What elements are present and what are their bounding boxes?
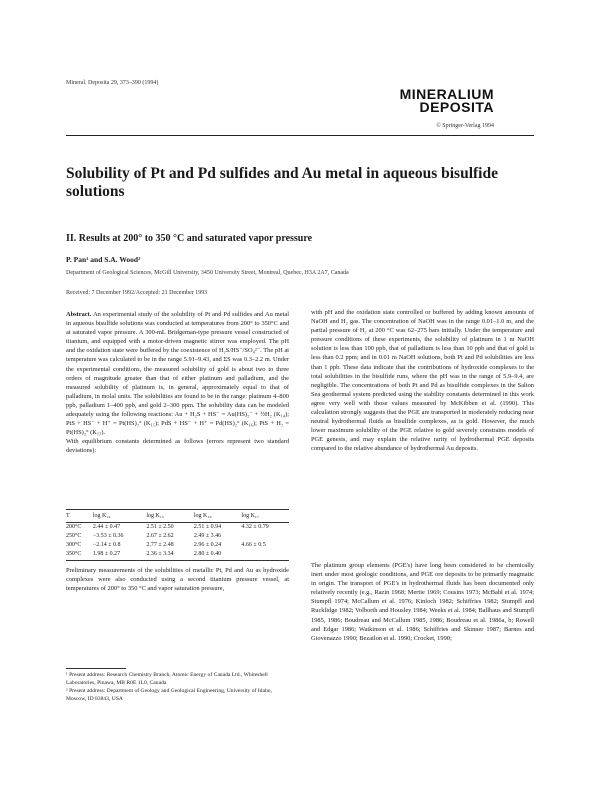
table-header: log K₁₄ [93, 512, 146, 523]
author-affiliation: Department of Geological Sciences, McGill University, 3450 University Street, Montreal, Quebec, H3A 2A7, Canada [66, 270, 349, 276]
table-cell: 4.66 ± 0.5 [241, 542, 266, 548]
table-row [66, 523, 289, 533]
equilibrium-constants-table [66, 512, 289, 559]
table-cell: 2.80 ± 0.40 [193, 551, 222, 557]
table-cell: 250°C [66, 533, 82, 539]
table-cell: 2.36 ± 3.34 [146, 551, 174, 557]
table-cell: 2.44 ± 0.47 [92, 524, 121, 530]
table-cell: 2.51 ± 0.94 [193, 524, 222, 530]
table-row [66, 541, 289, 550]
abstract [66, 310, 289, 456]
table-cell: 1.98 ± 0.27 [92, 551, 121, 557]
article-authors: P. Pan¹ and S.A. Wood² [66, 255, 141, 264]
table-cell: −2.14 ± 0.8 [92, 542, 121, 548]
table-cell: 2.67 ± 2.62 [146, 533, 174, 539]
table-top-rule [66, 509, 289, 510]
table-cell: 2.49 ± 3.46 [193, 533, 222, 539]
abstract-after-text: With equilibrium constants determined as follows (errors represent two standard deviations): [66, 438, 289, 455]
table-cell: 4.32 ± 0.79 [241, 524, 269, 530]
table-header: log K₁₅ [146, 512, 194, 523]
table-cell: 2.51 ± 2.50 [146, 524, 174, 530]
table-cell: 300°C [66, 542, 82, 548]
table-cell: −3.53 ± 0.36 [92, 533, 124, 539]
article-subtitle: II. Results at 200° to 350 °C and saturated vapor pressure [66, 233, 313, 244]
table-header: T [66, 512, 93, 523]
table-bottom-rule [66, 560, 289, 561]
table-cell: 200°C [66, 524, 82, 530]
abstract-label: Abstract. [66, 311, 92, 318]
journal-citation: Mineral. Deposita 29, 373–390 (1994) [66, 80, 159, 86]
body-text-left: Preliminary measurements of the solubilities of metallic Pt, Pd and Au as hydroxide complexes were also conducted using a second titanium pressure vessel, at temperatures of 200° to 350 °C and vapor saturation pressure, [66, 567, 289, 593]
introduction-text: The platinum group elements (PGE's) have long been considered to be chemically inert under most geologic conditions, and PGE ore deposits to be primarily magmatic in origin. The transport of PGE's in hydrothermal fluids has been documented only relatively recently (e.g., Razin 1968; Mertie 1969; Cousins 1973; McBahl et al. 1974; Stumpfl 1974; McCallum et al. 1976; Kinloch 1982; Schiffries 1982; Stumpfl and Rucklidge 1982; Volborth and Housley 1984; Weeks et al. 1984; Ballhaus and Stumpfl 1985, 1986; Boudreau and McCallum 1985, 1986; Boudreau et al. 1986a, b; Rowell and Edgar 1986; Watkinson et al. 1986; Schiffries and Skinner 1987; Barnes and Giovenazzo 1990; Bezailon et al. 1990; Crocket, 1990; [311, 562, 534, 642]
journal-logo [400, 88, 494, 114]
logo-line-1: MINERALIUM [399, 86, 494, 102]
abstract-text: An experimental study of the solubility of Pt and Pd sulfides and Au metal in aqueous bisulfide solutions was conducted at temperatures from 200° to 350°C and at saturated vapor pressure. A 300-mL Bridgeman-type pressure vessel constructed of titanium, and equipped with a motor-driven magnetic stirrer was employed. The pH and the oxidation state were buffered by the coexistence of H₂S/HS⁻/SO₄²⁻. The pH at temperature was calculated to be in the range 5.91–9.43, and ΣS was 0.3–2.2 m. Under the experimental conditions, the measured solubility of gold is about two to three orders of magnitude greater than that of either platinum and palladium, and the measured solubility of platinum is, in general, approximately equal to that of palladium, in molal units. The solubilities are found to be in the range: platinum 4–800 ppb, palladium 1–400 ppb, and gold 2–300 ppm. The solubility data can be modeled adequately using the following reactions: Au + H₂S + HS⁻ = Au(HS)₂⁻ + ½H₂ (K₁₄); PtS + HS⁻ + H⁺ = Pt(HS)₂° (K₁₅); PdS + HS⁻ + H⁺ = Pd(HS)₂° (K₁₆); PtS + H₂ = Pt(HS)₂° (K₁₇). [66, 311, 289, 437]
copyright-notice: © Springer-Verlag 1994 [436, 123, 494, 129]
table-cell [241, 550, 289, 559]
table-cell: 350°C [66, 551, 82, 557]
logo-line-2: DEPOSITA [419, 99, 494, 115]
table-header: log K₁₆ [194, 512, 242, 523]
table-row [66, 532, 289, 541]
body-text-right-1: with pH and the oxidation state controlled or buffered by adding known amounts of NaOH and H₂ gas. The concentration of NaOH was in the range 0.01–1.0 m, and the partial pressure of H₂ at 200 °C was 62–275 bars initially. Under the temperature and pressure conditions of these experiments, the solubility of platinum in 1 m NaOH solution is less than 100 ppb, that of palladium is less than 10 ppb and that of gold is less than 0.2 ppm; and in 0.01 m NaOH solutions, both Pt and Pd solubilities are less than 1 ppb. These data indicate that the contributions of hydroxide complexes to the total solubilities in the bisulfide runs, where the pH was in the range of 5.9–9.4, are negligible. The concentrations of both Pt and Pd as bisulfide complexes in the Salton Sea geothermal system predicted using the stability constants determined in this work agree very well with those values measured by McKibben et al. (1990). This calculation strongly suggests that the PGE are transported in moderately reducing near neutral hydrothermal fluids as bisulfide complexes, as is gold. However, the much lower maximum solubility of the PGE relative to gold severely constrains models of PGE genesis, and may explain the relative rarity of hydrothermal PGE deposits compared to the relative abundance of hydrothermal Au deposits. [311, 309, 534, 453]
footnotes [66, 672, 289, 704]
table-row [66, 550, 289, 559]
footnote-1: ¹ Present address: Research Chemistry Branch, Atomic Energy of Canada Ltd., Whiteshell Laboratories, Pinawa, MB R0E 1L0, Canada [66, 672, 268, 686]
table-cell: 2.96 ± 0.24 [193, 542, 222, 548]
footnote-divider [66, 668, 126, 669]
received-dates: Received: 7 December 1992/Accepted: 21 December 1993 [66, 290, 208, 296]
table-cell: 2.77 ± 2.48 [146, 542, 174, 548]
header-divider [66, 135, 534, 136]
footnote-2: ² Present address: Department of Geology and Geological Engineering, University of Idaho, Moscow, ID 83843, USA [66, 688, 272, 702]
table-header-row [66, 512, 289, 523]
table-header: log K₁₇ [241, 512, 289, 523]
table-cell [241, 532, 289, 541]
article-title: Solubility of Pt and Pd sulfides and Au metal in aqueous bisulfide solutions [66, 165, 498, 200]
